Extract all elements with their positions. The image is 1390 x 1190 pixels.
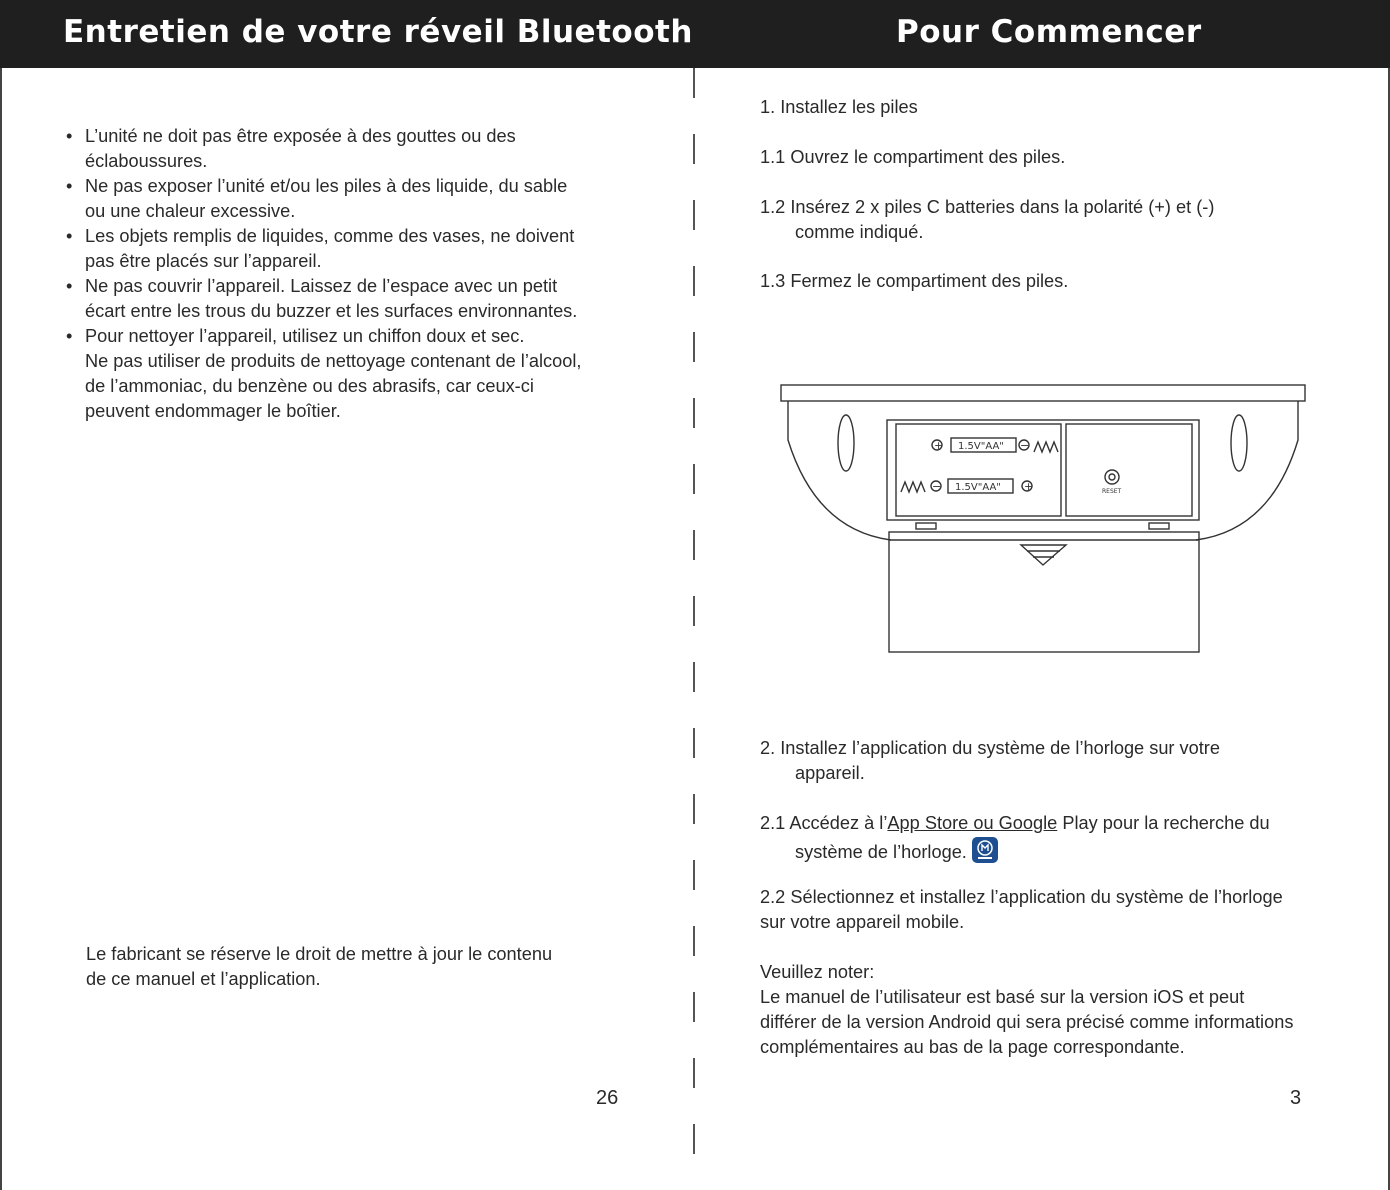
note-line: complémentaires au bas de la page correspondante. <box>760 1037 1185 1057</box>
list-item: • Les objets remplis de liquides, comme des vases, ne doivent <box>66 224 666 249</box>
list-item: • Ne pas couvrir l’appareil. Laissez de l’espace avec un petit <box>66 274 666 299</box>
app-store-link[interactable]: App Store ou Google <box>887 813 1058 833</box>
door-latch-left <box>916 523 936 529</box>
step1-2-continuation: comme indiqué. <box>795 222 924 242</box>
footnote-line: Le fabricant se réserve le droit de mettre à jour le contenu <box>86 944 553 964</box>
step2-title: 2. Installez l’application du système de l’horloge sur votre <box>760 738 1220 758</box>
plus-sign-2: + <box>1024 480 1034 493</box>
left-page-title: Entretien de votre réveil Bluetooth <box>63 14 693 50</box>
clock-body-right-curve <box>1196 401 1298 540</box>
battery-1-label: 1.5V"AA" <box>958 441 1004 452</box>
list-item-continuation: ou une chaleur excessive. <box>85 201 296 221</box>
note-line: Le manuel de l’utilisateur est basé sur la version iOS et peut <box>760 987 1245 1007</box>
list-item: • L’unité ne doit pas être exposée à des gouttes ou des <box>66 124 666 149</box>
step2-1-continuation <box>760 836 999 865</box>
clock-top-rim <box>781 385 1305 401</box>
step2-1-suffix: Play pour la recherche du <box>1057 813 1270 833</box>
door-latch-right <box>1149 523 1169 529</box>
list-item-continuation: éclaboussures. <box>85 151 208 171</box>
reset-panel <box>1066 424 1192 516</box>
spring-1 <box>1034 442 1058 452</box>
step1-1: 1.1 Ouvrez le compartiment des piles. <box>760 147 1066 167</box>
list-item: • Ne pas exposer l’unité et/ou les piles à des liquide, du sable <box>66 174 666 199</box>
list-item: • Pour nettoyer l’appareil, utilisez un chiffon doux et sec. <box>66 324 666 349</box>
spring-2 <box>901 482 925 492</box>
battery-2-label: 1.5V"AA" <box>955 482 1001 493</box>
page-fold-divider <box>693 68 695 1190</box>
note-title: Veuillez noter: <box>760 962 875 982</box>
step2-1-line2: système de l’horloge. <box>795 842 967 862</box>
step1-2: 1.2 Insérez 2 x piles C batteries dans la polarité (+) et (-) <box>760 197 1215 217</box>
reset-button-inner <box>1109 474 1115 480</box>
reset-label: RESET <box>1102 488 1122 495</box>
manufacturer-footnote <box>86 942 646 992</box>
step1-3: 1.3 Fermez le compartiment des piles. <box>760 271 1069 291</box>
clock-body-left-curve <box>788 401 891 540</box>
note-line: différer de la version Android qui sera précisé comme informations <box>760 1012 1294 1032</box>
footnote-line: de ce manuel et l’application. <box>86 969 321 989</box>
list-item-continuation: pas être placés sur l’appareil. <box>85 251 322 271</box>
page-number-right: 3 <box>1290 1087 1302 1109</box>
left-vent-slot <box>838 415 854 471</box>
care-instructions-list <box>66 124 666 424</box>
step2-2-continuation: sur votre appareil mobile. <box>760 912 965 932</box>
step2-1 <box>760 811 1270 836</box>
list-item-continuation: peuvent endommager le boîtier. <box>85 401 341 421</box>
list-item-continuation: de l’ammoniac, du benzène ou des abrasifs, car ceux-ci <box>85 376 534 396</box>
step2-1-prefix: 2.1 Accédez à l’ <box>760 813 888 833</box>
minus-sign-1: − <box>1020 439 1030 452</box>
list-item-continuation: écart entre les trous du buzzer et les surfaces environnantes. <box>85 301 578 321</box>
compartment-frame <box>887 420 1199 520</box>
minus-sign-2: − <box>932 480 942 493</box>
page-edge-left <box>0 68 2 1190</box>
step1-title: 1. Installez les piles <box>760 97 918 117</box>
compartment-door <box>889 532 1199 652</box>
step2-title-continuation: appareil. <box>795 763 865 783</box>
page-number-left: 26 <box>596 1087 619 1109</box>
clock-app-icon <box>971 836 999 864</box>
step2-2: 2.2 Sélectionnez et installez l’application du système de l’horloge <box>760 887 1283 907</box>
right-vent-slot <box>1231 415 1247 471</box>
reset-button <box>1105 470 1119 484</box>
plus-sign-1: + <box>934 439 944 452</box>
door-arrow-icon <box>1021 545 1066 565</box>
right-page-title: Pour Commencer <box>896 14 1202 50</box>
list-item-continuation: Ne pas utiliser de produits de nettoyage contenant de l’alcool, <box>85 351 582 371</box>
battery-compartment-diagram <box>776 380 1310 656</box>
